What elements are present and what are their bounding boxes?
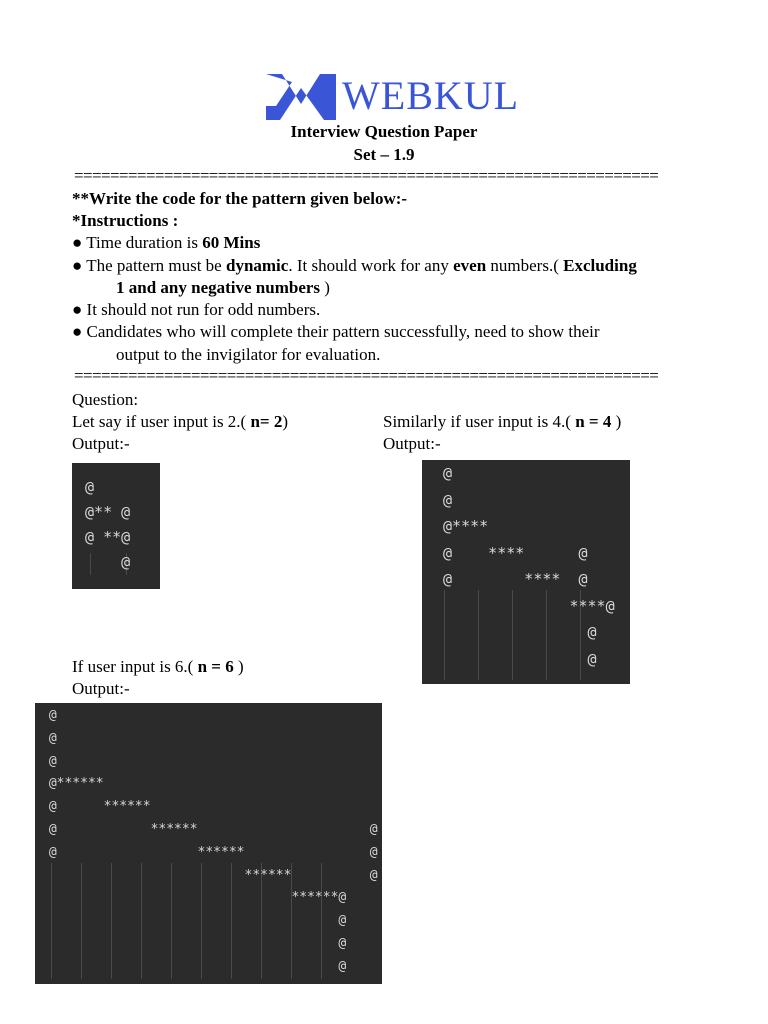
separator-bottom: =================================================================: [74, 366, 659, 385]
output-label-n4: Output:-: [383, 434, 441, 453]
bullet-3: ● It should not run for odd numbers.: [72, 300, 321, 319]
output-terminal-n6: [35, 703, 382, 984]
bullet-1: ● Time duration is 60 Mins: [72, 233, 261, 252]
heading: **Write the code for the pattern given below:-: [72, 189, 408, 208]
example-n6: If user input is 6.( n = 6 ): [72, 657, 244, 676]
bullet-2: ● The pattern must be dynamic. It should work for any even numbers.( Excluding: [72, 256, 637, 275]
pattern-output-n4: @ @ @**** @ **** @ @ **** @ ****@ @ @: [443, 464, 615, 668]
instructions-label: *Instructions :: [72, 211, 179, 230]
logo-text: WEBKUL: [342, 73, 520, 118]
bullet-2-cont: 1 and any negative numbers ): [116, 278, 330, 297]
page-title: Interview Question Paper: [290, 122, 478, 141]
pattern-output-n2: @ @** @ @ **@ @: [85, 478, 131, 571]
webkul-logo: [266, 70, 519, 122]
example-n4: Similarly if user input is 4.( n = 4 ): [383, 412, 622, 431]
pattern-output-n6: @ @ @ @****** @ ****** @ ****** @ @ ****** @ ****** @ ******@ @ @ @: [48, 708, 378, 974]
question-label: Question:: [72, 390, 139, 409]
set-number: Set – 1.9: [353, 145, 415, 164]
bullet-4-cont: output to the invigilator for evaluation.: [116, 345, 381, 364]
bullet-4: ● Candidates who will complete their pattern successfully, need to show their: [72, 322, 600, 341]
separator-top: =================================================================: [74, 166, 659, 185]
output-label-n2: Output:-: [72, 434, 130, 453]
webkul-logo-icon: [266, 70, 336, 122]
output-terminal-n2: [72, 463, 160, 589]
example-n2: Let say if user input is 2.( n= 2): [72, 412, 289, 431]
output-terminal-n4: [422, 460, 630, 684]
output-label-n6: Output:-: [72, 679, 130, 698]
